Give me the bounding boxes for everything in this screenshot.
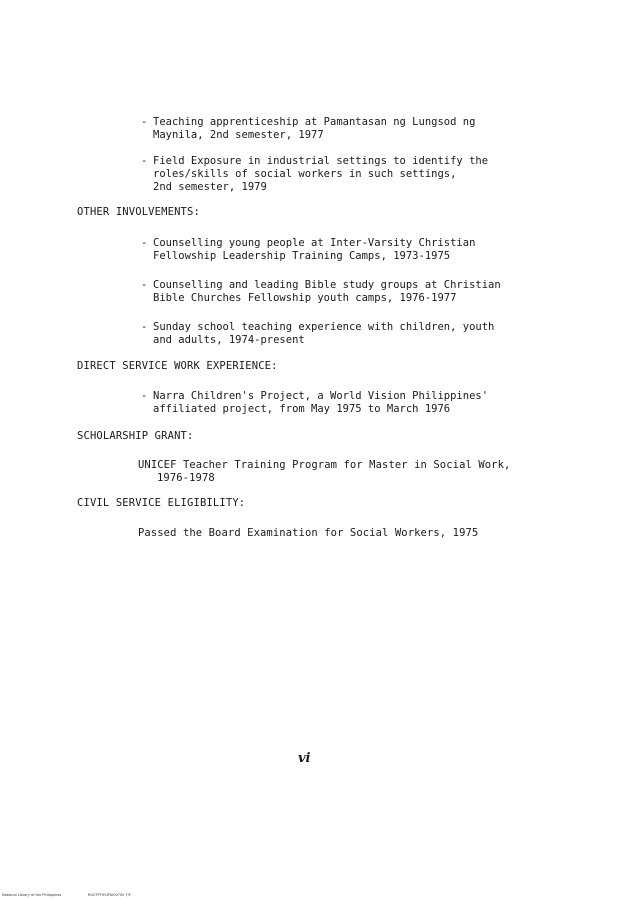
civil-service-line: Passed the Board Examination for Social Workers, 1975 <box>138 527 479 539</box>
footer-source: National Library of the Philippines <box>2 893 62 897</box>
bullet-dash: - <box>141 279 148 291</box>
section-heading-other-involvements: OTHER INVOLVEMENTS: <box>77 206 200 218</box>
list-item <box>141 279 501 305</box>
bullet-dash: - <box>141 155 148 167</box>
scholarship-line: 1976-1978 <box>157 472 215 484</box>
bullet-dash: - <box>141 237 148 249</box>
item-line: Counselling and leading Bible study groups at Christian <box>153 279 501 291</box>
item-line: and adults, 1974-present <box>153 334 305 346</box>
item-line: Teaching apprenticeship at Pamantasan ng Lungsod ng <box>153 116 476 128</box>
item-line: 2nd semester, 1979 <box>153 181 267 193</box>
item-line: Maynila, 2nd semester, 1977 <box>153 129 324 141</box>
list-item <box>141 321 495 347</box>
footer-code: RSOTPTHSIPXI00700 T/F <box>88 893 131 897</box>
section-heading-direct-service: DIRECT SERVICE WORK EXPERIENCE: <box>77 360 278 372</box>
item-line: affiliated project, from May 1975 to March 1976 <box>153 403 451 415</box>
item-line: Sunday school teaching experience with children, youth <box>153 321 495 333</box>
list-item <box>141 237 476 263</box>
item-line: Field Exposure in industrial settings to identify the <box>153 155 489 167</box>
page-number: vi <box>298 751 311 766</box>
list-item <box>141 155 489 194</box>
scholarship-line: UNICEF Teacher Training Program for Master in Social Work, <box>138 459 511 471</box>
item-line: Narra Children's Project, a World Vision Philippines' <box>153 390 489 402</box>
section-heading-civil-service: CIVIL SERVICE ELIGIBILITY: <box>77 497 246 509</box>
item-line: Counselling young people at Inter-Varsity Christian <box>153 237 476 249</box>
item-line: Fellowship Leadership Training Camps, 1973-1975 <box>153 250 451 262</box>
list-item <box>141 116 476 142</box>
item-line: roles/skills of social workers in such settings, <box>153 168 457 180</box>
bullet-dash: - <box>141 116 148 128</box>
bullet-dash: - <box>141 321 148 333</box>
section-heading-scholarship: SCHOLARSHIP GRANT: <box>77 430 194 442</box>
list-item <box>141 390 489 416</box>
item-line: Bible Churches Fellowship youth camps, 1976-1977 <box>153 292 457 304</box>
bullet-dash: - <box>141 390 148 402</box>
